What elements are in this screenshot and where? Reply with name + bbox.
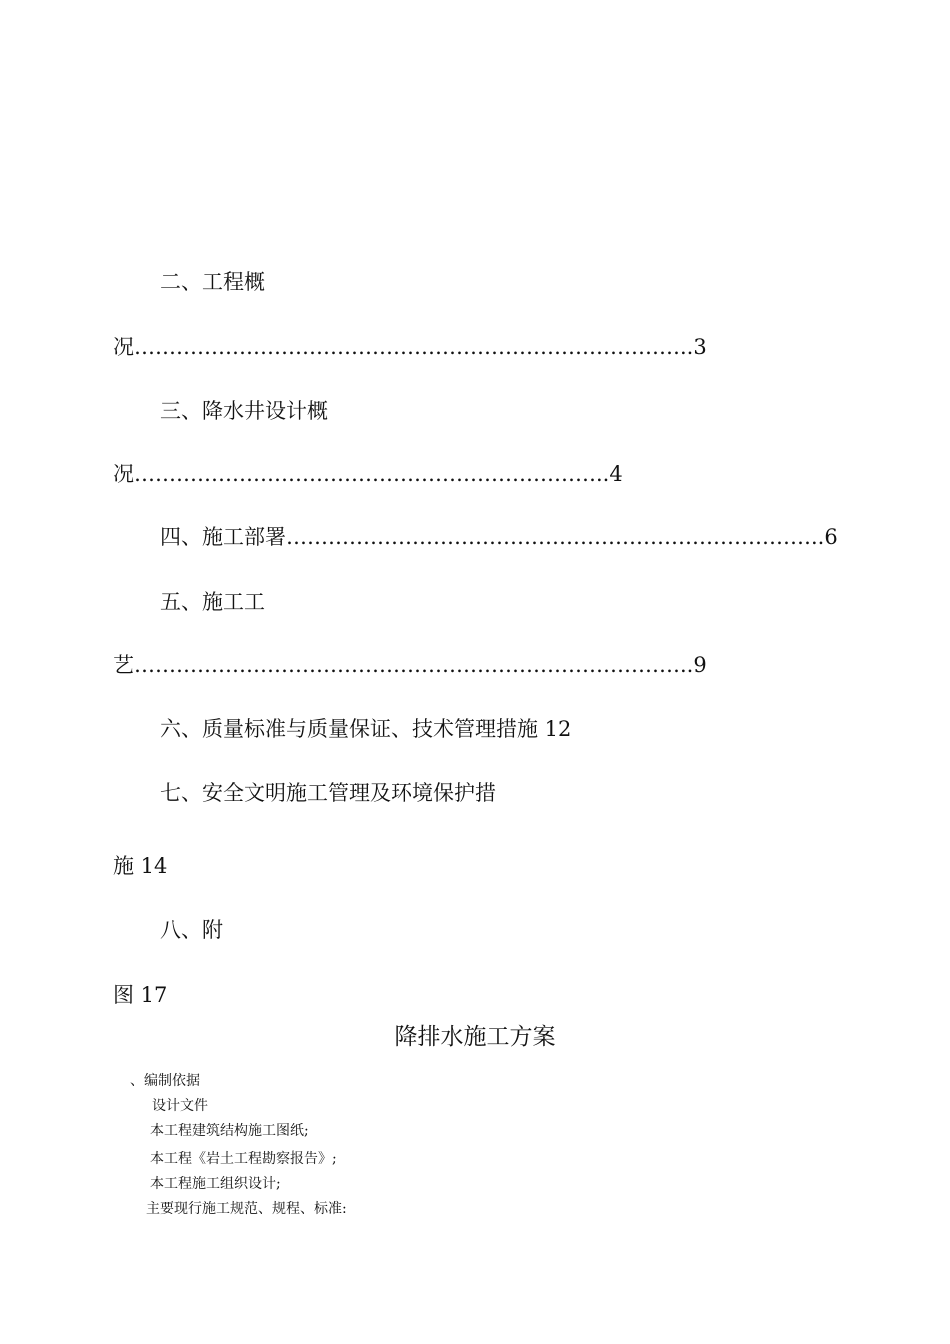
document-title: 降排水施工方案 [394,1024,556,1050]
list-item-org-design: 本工程施工组织设计; [150,1176,281,1192]
toc-item-7-heading: 七、安全文明施工管理及环境保护措 [160,781,496,805]
toc-item-8-heading: 八、附 [160,918,223,942]
toc-item-7-entry[interactable]: 施 14 [113,854,168,878]
toc-item-5-heading: 五、施工工 [160,590,265,614]
section-1-heading: 、编制依据 [130,1073,200,1089]
subsection-design-files: 设计文件 [152,1098,208,1114]
toc-item-2-entry[interactable] [113,333,707,361]
list-item-geo-report: 本工程《岩土工程勘察报告》; [150,1151,337,1167]
toc-item-2-wrap-text: 况 [113,335,134,359]
toc-item-5-wrap-text: 艺 [113,653,134,677]
toc-item-4-leader-dots: ………………………………………………………………… [286,525,811,549]
toc-item-3-heading: 三、降水井设计概 [160,399,328,423]
toc-item-2-heading: 二、工程概 [160,270,265,294]
toc-item-4-page-number: ..6 [811,525,838,549]
toc-item-3-wrap-text: 况 [113,462,134,486]
toc-item-5-entry[interactable] [113,651,707,679]
toc-item-5-leader-dots: …………………………………………………………………… [134,653,680,677]
toc-item-4-entry[interactable] [160,523,838,551]
toc-item-4-text: 四、施工部署 [160,525,286,549]
toc-item-2-leader-dots: …………………………………………………………………… [134,335,680,359]
toc-item-2-page-number: ..3 [680,335,707,359]
toc-item-5-page-number: ..9 [680,653,707,677]
toc-item-8-entry[interactable]: 图 17 [113,983,168,1007]
toc-item-3-entry[interactable] [113,460,623,488]
toc-item-3-leader-dots: ………………………………………………………… [134,462,596,486]
toc-item-6-entry[interactable]: 六、质量标准与质量保证、技术管理措施 12 [160,717,572,741]
toc-item-3-page-number: ..4 [596,462,623,486]
list-item-codes: 主要现行施工规范、规程、标准: [146,1201,347,1217]
list-item-drawings: 本工程建筑结构施工图纸; [150,1123,309,1139]
